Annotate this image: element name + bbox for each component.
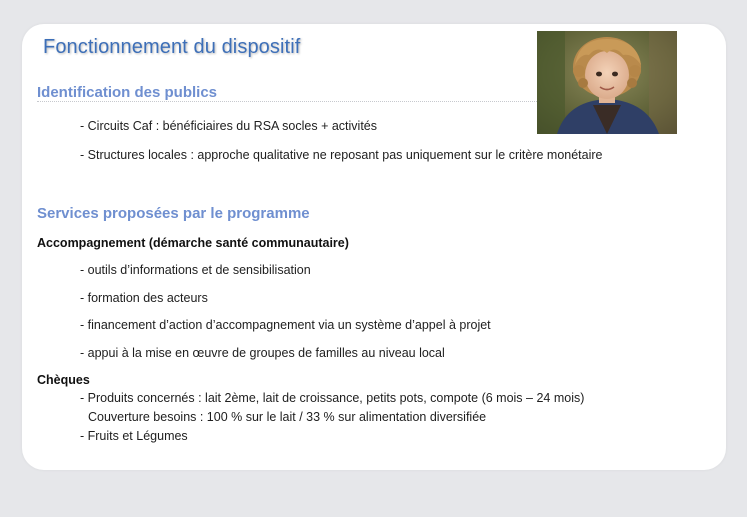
subheading-accompagnement: Accompagnement (démarche santé communautaire)	[37, 236, 349, 250]
list-item: - appui à la mise en œuvre de groupes de familles au niveau local	[80, 346, 445, 360]
list-item: - financement d’action d’accompagnement via un système d’appel à projet	[80, 318, 491, 332]
list-item: - formation des acteurs	[80, 291, 208, 305]
child-photo	[537, 31, 677, 134]
list-item: - Structures locales : approche qualitative ne reposant pas uniquement sur le critère monétaire	[80, 148, 603, 162]
child-photo-illustration	[537, 31, 677, 134]
list-item: - Fruits et Légumes	[80, 429, 188, 443]
list-item: Couverture besoins : 100 % sur le lait / 33 % sur alimentation diversifiée	[88, 410, 487, 424]
list-item: - Circuits Caf : bénéficiaires du RSA socles + activités	[80, 119, 377, 133]
section-heading-services: Services proposées par le programme	[37, 205, 310, 222]
subheading-cheques: Chèques	[37, 373, 90, 387]
list-item: - Produits concernés : lait 2ème, lait de croissance, petits pots, compote (6 mois – 24 mois)	[80, 391, 585, 405]
section-divider	[37, 101, 537, 102]
list-item: - outils d’informations et de sensibilisation	[80, 263, 311, 277]
section-heading-publics: Identification des publics	[37, 84, 218, 101]
slide-title: Fonctionnement du dispositif	[43, 36, 301, 58]
